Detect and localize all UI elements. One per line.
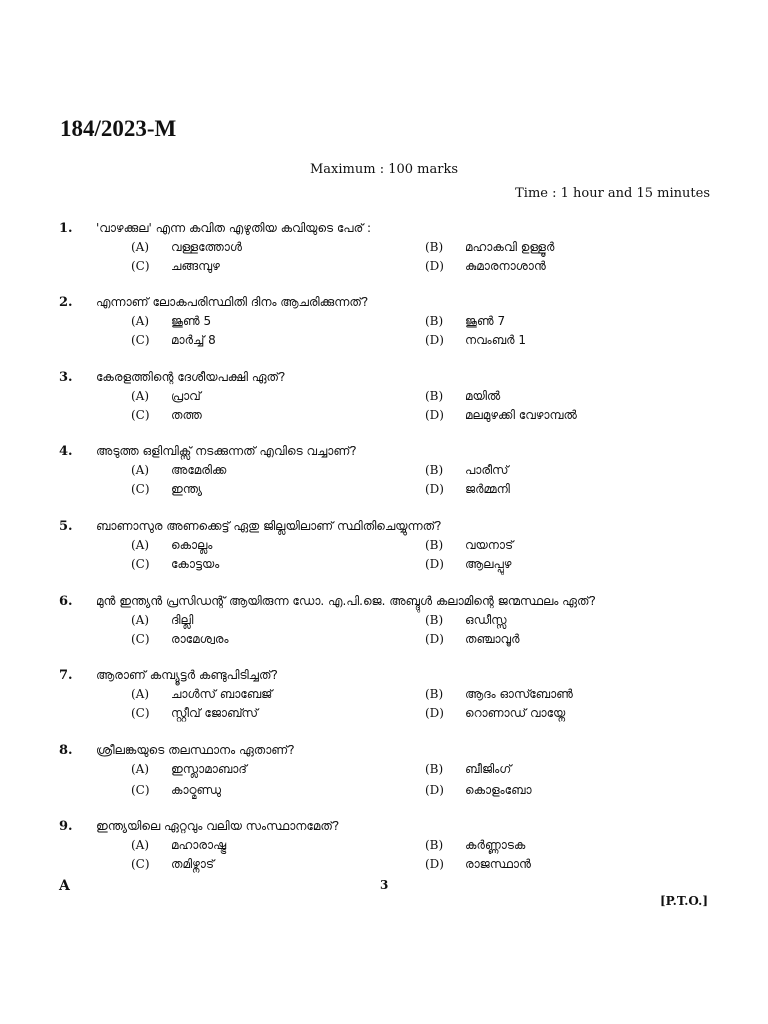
option-text: തഞ്ചാവൂർ: [465, 632, 520, 646]
option-d: [425, 783, 532, 798]
option-text: ആദം ഓസ്ബോൺ: [465, 687, 573, 701]
option-b: [425, 463, 509, 478]
option-text: മലമുഴക്കി വേഴാമ്പൽ: [465, 408, 577, 422]
option-a: [131, 240, 242, 255]
option-label: (A): [131, 240, 150, 254]
option-label: (D): [425, 482, 444, 496]
option-text: തമിഴ്നാട്: [171, 857, 215, 871]
option-text: ഇന്ത്യ: [171, 482, 202, 496]
option-d: [425, 557, 511, 572]
option-label: (C): [131, 706, 150, 720]
option-a: [131, 463, 226, 478]
option-label: (B): [425, 463, 444, 477]
question-text: എന്നാണ് ലോകപരിസ്ഥിതി ദിനം ആചരിക്കുന്നത്?: [96, 295, 369, 309]
question-text: മുൻ ഇന്ത്യൻ പ്രസിഡന്റ് ആയിരുന്ന ഡോ. എ.പി.ജെ. അബ്ദുൾ കലാമിന്റെ ജന്മസ്ഥലം ഏത്?: [96, 594, 596, 608]
option-text: റൊണാഡ് വായ്നേ: [465, 706, 566, 720]
option-label: (C): [131, 557, 150, 571]
option-text: ആലപ്പുഴ: [465, 557, 512, 571]
option-b: [425, 240, 554, 255]
option-label: (A): [131, 389, 150, 403]
option-label: (C): [131, 783, 150, 797]
option-b: [425, 613, 507, 628]
question-number: 2.: [59, 295, 73, 310]
option-text: സ്റ്റീവ് ജോബ്സ്: [171, 706, 258, 720]
option-text: വയനാട്: [465, 538, 514, 552]
option-text: കർണ്ണാടക: [465, 838, 526, 852]
option-text: ഇസ്ലാമാബാദ്: [171, 762, 247, 776]
option-d: [425, 706, 565, 721]
option-d: [425, 482, 510, 497]
option-label: (B): [425, 538, 444, 552]
option-text: ചങ്ങമ്പുഴ: [171, 259, 220, 273]
option-d: [425, 259, 546, 274]
option-text: കൊളംബോ: [465, 783, 532, 797]
option-label: (A): [131, 538, 150, 552]
question-text: ബാണാസുര അണക്കെട്ട് ഏതു ജില്ലയിലാണ് സ്ഥിതിചെയ്യുന്നത്?: [96, 519, 442, 533]
option-text: രാജസ്ഥാൻ: [465, 857, 531, 871]
question-number: 8.: [59, 743, 73, 758]
option-a: [131, 687, 272, 702]
option-label: (D): [425, 333, 444, 347]
option-d: [425, 632, 520, 647]
option-a: [131, 389, 201, 404]
option-label: (C): [131, 632, 150, 646]
option-label: (C): [131, 333, 150, 347]
option-a: [131, 314, 211, 329]
option-label: (A): [131, 463, 150, 477]
series-letter: A: [59, 878, 70, 894]
option-text: മഹാരാഷ്ട്ര: [171, 838, 227, 852]
question-number: 9.: [59, 819, 73, 834]
maximum-marks: Maximum : 100 marks: [310, 162, 459, 177]
pto-marker: [P.T.O.]: [659, 894, 708, 908]
option-label: (D): [425, 783, 444, 797]
option-c: [131, 482, 202, 497]
question-number: 6.: [59, 594, 73, 609]
option-text: ജർമ്മനി: [465, 482, 510, 496]
option-label: (C): [131, 408, 150, 422]
option-b: [425, 687, 573, 702]
question-number: 5.: [59, 519, 73, 534]
option-b: [425, 389, 500, 404]
option-c: [131, 259, 220, 274]
question-text: ആരാണ് കമ്പ്യൂട്ടർ കണ്ടുപിടിച്ചത്?: [96, 668, 278, 682]
option-text: കാഠ്മണ്ഡു: [171, 783, 222, 797]
option-d: [425, 857, 531, 872]
option-text: ബീജിംഗ്: [465, 762, 512, 776]
option-c: [131, 632, 229, 647]
option-text: പാരീസ്: [465, 463, 509, 477]
option-text: കൊല്ലം: [171, 538, 213, 552]
option-text: ജൂൺ 7: [465, 314, 506, 328]
question-number: 7.: [59, 668, 73, 683]
option-c: [131, 557, 219, 572]
option-label: (B): [425, 762, 444, 776]
option-label: (C): [131, 482, 150, 496]
option-label: (A): [131, 613, 150, 627]
option-label: (B): [425, 240, 444, 254]
option-a: [131, 613, 193, 628]
question-text: 'വാഴക്കുല' എന്ന കവിത എഴുതിയ കവിയുടെ പേര് :: [96, 221, 372, 235]
option-a: [131, 538, 212, 553]
question-number: 1.: [59, 221, 73, 236]
option-label: (C): [131, 857, 150, 871]
option-label: (D): [425, 632, 444, 646]
option-text: നവംബർ 1: [465, 333, 526, 347]
option-c: [131, 857, 214, 872]
option-a: [131, 762, 247, 777]
option-label: (B): [425, 389, 444, 403]
question-number: 3.: [59, 370, 73, 385]
option-text: പ്രാവ്: [171, 389, 201, 403]
option-label: (D): [425, 408, 444, 422]
option-text: അമേരിക്ക: [171, 463, 227, 477]
paper-code: 184/2023-M: [60, 116, 177, 141]
option-text: ജൂൺ 5: [171, 314, 212, 328]
option-label: (A): [131, 687, 150, 701]
option-label: (C): [131, 259, 150, 273]
option-label: (A): [131, 314, 150, 328]
option-label: (A): [131, 838, 150, 852]
option-c: [131, 783, 221, 798]
option-b: [425, 838, 525, 853]
option-text: ദില്ലി: [171, 613, 194, 627]
option-b: [425, 762, 511, 777]
option-label: (D): [425, 557, 444, 571]
question-text: ശ്രീലങ്കയുടെ തലസ്ഥാനം ഏതാണ്?: [96, 743, 295, 757]
option-label: (B): [425, 613, 444, 627]
option-c: [131, 333, 216, 348]
question-text: ഇന്ത്യയിലെ ഏറ്റവും വലിയ സംസ്ഥാനമേത്?: [96, 819, 340, 833]
time-allowed: Time : 1 hour and 15 minutes: [515, 186, 710, 201]
option-label: (B): [425, 314, 444, 328]
question-text: കേരളത്തിന്റെ ദേശീയപക്ഷി ഏത്?: [96, 370, 286, 384]
option-text: വള്ളത്തോൾ: [171, 240, 242, 254]
page-number: 3: [380, 878, 389, 892]
option-label: (A): [131, 762, 150, 776]
option-c: [131, 408, 202, 423]
option-text: രാമേശ്വരം: [171, 632, 229, 646]
option-text: കുമാരനാശാൻ: [465, 259, 546, 273]
option-label: (B): [425, 687, 444, 701]
option-label: (D): [425, 706, 444, 720]
option-label: (B): [425, 838, 444, 852]
option-c: [131, 706, 258, 721]
option-text: ചാൾസ് ബാബേജ്: [171, 687, 273, 701]
option-d: [425, 408, 577, 423]
option-text: മയിൽ: [465, 389, 501, 403]
question-number: 4.: [59, 444, 73, 459]
option-label: (D): [425, 857, 444, 871]
option-text: മഹാകവി ഉള്ളൂർ: [465, 240, 555, 254]
option-b: [425, 314, 505, 329]
option-d: [425, 333, 526, 348]
question-text: അടുത്ത ഒളിമ്പിക്സ് നടക്കുന്നത് എവിടെ വച്ചാണ്?: [96, 444, 357, 458]
option-b: [425, 538, 513, 553]
option-text: തത്ത: [171, 408, 202, 422]
option-text: കോട്ടയം: [171, 557, 220, 571]
option-label: (D): [425, 259, 444, 273]
option-a: [131, 838, 226, 853]
option-text: മാർച്ച് 8: [171, 333, 216, 347]
option-text: ഒഡീസ്സ: [465, 613, 507, 627]
